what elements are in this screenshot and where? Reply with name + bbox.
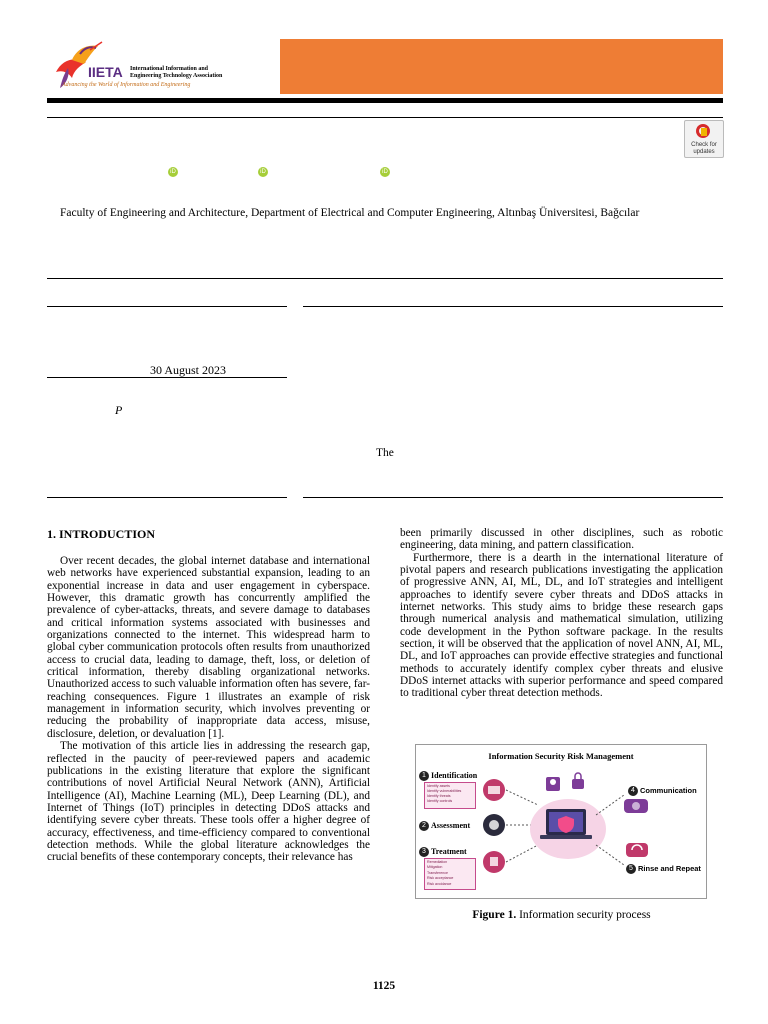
left-column [47,555,370,864]
step-label: Assessment [431,821,471,830]
crossmark-label: Check for updates [691,142,717,155]
right-column [400,527,723,700]
rinse-repeat-icon [626,841,648,859]
article-info-letter: P [115,403,123,417]
paragraph-continuation: been primarily discussed in other disciplines, such as robotic engineering, data mining, and pattern classification. [400,527,723,552]
figure-title: Information Security Risk Management [488,751,634,761]
step-number-badge: 1 [419,771,429,781]
orcid-icon[interactable]: iD [258,167,268,177]
paragraph: Furthermore, there is a dearth in the international literature of pivotal papers and research publications investigating the application of progressive ANN, AI, ML, DL, and IoT strategies and intelligent approaches to identify severe cyber threats and DDoS attacks in internet networks. This study aims to bridge these research gaps through numerical analysis and mathematical simulation, utilizing code development in the Python software package. In the results section, it will be observed that the application of novel ANN, AI, ML, DL, and IoT approaches can provide effective strategies and functional methods to accurately identify complex cyber threats and elusive DDoS internet attacks with superior performance and speed compared to traditional cyber threat detection methods. [400,551,723,700]
step-items-box: Identify assets Identify vulnerabilities Identify threats Identify controls [424,782,476,809]
divider [303,497,723,498]
header-orange-bar [280,39,723,94]
user-avatar-icon [546,777,560,791]
divider [47,497,287,498]
author-affiliation: Faculty of Engineering and Architecture, Department of Electrical and Computer Engineering, Altınbaş Üniversitesi, Bağcılar [60,207,640,219]
lock-icon [572,773,584,789]
assessment-circle-icon [483,814,505,836]
section-heading: 1. INTRODUCTION [47,527,156,541]
security-illustration [476,767,626,897]
check-for-updates-button[interactable] [684,120,724,158]
page-number: 1125 [372,980,396,992]
figure-caption-label: Figure 1. [472,909,517,921]
laptop-shield-icon [530,799,606,859]
logo-text: IIETA [88,64,123,80]
step-number-badge: 3 [419,847,429,857]
published-date: 30 August 2023 [150,363,227,377]
step-label: Rinse and Repeat [638,864,701,873]
identification-circle-icon [483,779,505,801]
title-rule [47,117,723,118]
step-label: Treatment [431,847,467,856]
communication-icon [624,797,648,815]
divider [47,306,287,307]
step-number-badge: 5 [626,864,636,874]
step-label: Communication [640,786,697,795]
figure-caption-text: Information security process [516,909,651,921]
paragraph: Over recent decades, the global internet database and international web networks have experienced substantial expansion, leading to an exponential increase in data and user engagement in cyberspace. However, this dramatic growth has concurrently amplified the prevalence of cyber-attacks, threats, and severe damage to databases and critical information systems associated with businesses and organizations connected to the internet. This widespread harm to global cyber communication protocols often results from unauthorized access to crucial data, leading to damage, theft, loss, or deletion of critical information, thereby disabling organizational networks. Unauthorized access to such valuable information often has severe, far-reaching consequences. Figure 1 illustrates an example of risk management in information security, which involves preventing or reducing the probability of inappropriate data access, misuse, disclosure, deletion, or devaluation [1]. [47,555,370,740]
figure-caption [400,909,723,921]
divider [47,278,723,279]
header-rule [47,98,723,103]
logo-tagline: Advancing the World of Information and Engineering [62,82,191,88]
paragraph: The motivation of this article lies in addressing the research gap, reflected in the paucity of peer-reviewed papers and academic publications in the existing literature that explore the significant contributions of novel Artificial Neural Network (ANN), Artificial Intelligence (AI), Machine Learning (ML), Deep Learning (DL), and Internet of Things (IoT) principles in detecting DDoS attacks and identifying severe cyber threats. These tools offer a higher degree of accuracy, effectiveness, and time-efficiency compared to conventional detection methods. While the global literature acknowledges the crucial benefits of these contemporary concepts, their relevance has [47,740,370,864]
orcid-icon[interactable]: iD [380,167,390,177]
step-label: Identification [431,771,478,780]
step-number-badge: 4 [628,786,638,796]
step-number-badge: 2 [419,821,429,831]
figure-risk-management [415,744,707,899]
abstract-fragment: The [376,447,394,459]
treatment-circle-icon [483,851,505,873]
logo-org-line1: International Information and [130,66,209,72]
iieta-logo [50,40,250,95]
logo-org-line2: Engineering Technology Association [130,73,223,79]
orcid-icon[interactable]: iD [168,167,178,177]
divider [303,306,723,307]
step-items-box: Remediation Mitigation Transference Risk acceptance Risk avoidance [424,858,476,890]
